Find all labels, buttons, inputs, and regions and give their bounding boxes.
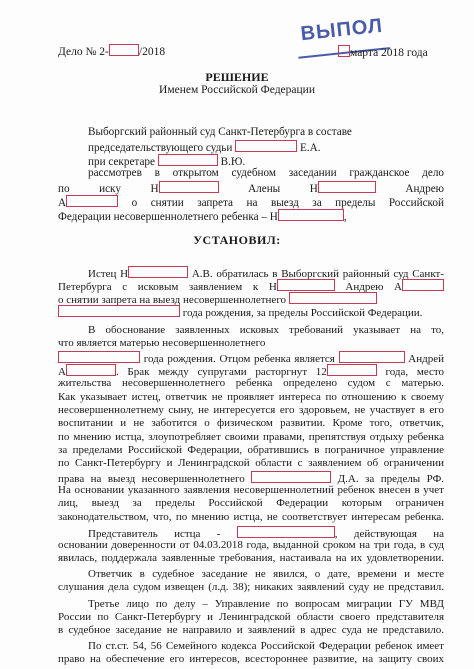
body-line: право на обеспечение его интересов, всестороннее развитие, на защиту своих — [58, 653, 444, 665]
redaction — [235, 140, 297, 152]
text: Андрею — [405, 183, 445, 195]
body-line: воспитании и не заботится о физическом развитии. Кроме того, ответчик, — [58, 417, 444, 429]
text: Н — [309, 183, 318, 195]
page-title: РЕШЕНИЕ — [205, 70, 269, 84]
body-line — [58, 305, 422, 319]
body-line — [58, 471, 444, 485]
body-line: слушания дела судом извещен (л.д. 38); никаких заявлений суду не представил. — [58, 581, 444, 593]
redaction — [278, 209, 344, 221]
text: Алены — [248, 183, 281, 195]
page-subtitle: Именем Российской Федерации — [159, 84, 315, 96]
text: о снятии запрета на выезд за пределы Российской — [131, 197, 444, 209]
body-line — [88, 526, 444, 540]
redaction — [338, 45, 350, 57]
redaction — [237, 526, 335, 538]
body-line: по Санкт-Петербургу и Ленинградской области с заявлением об ограничении — [58, 457, 444, 469]
decision-date — [338, 45, 428, 59]
text: Е.А. — [300, 142, 321, 154]
body-line: явилась, поддержала заявленные требования, настаивала на их удовлетворении. — [58, 552, 444, 564]
body-line: по мнению истца, злоупотребляет своими правами, препятствуя отдыху ребенка — [58, 431, 444, 443]
redaction — [109, 44, 139, 56]
body-line: На основании указанного заявления несовершеннолетний ребенок внесен в учет — [58, 484, 444, 496]
intro-line — [88, 140, 321, 154]
body-line: По ст.ст. 54, 56 Семейного кодекса Российской Федерации ребенок имеет — [88, 640, 444, 652]
body-line — [58, 364, 444, 378]
intro-line: Выборгский районный суд Санкт-Петербурга в составе — [88, 126, 352, 138]
body-line: России по Санкт-Петербургу и Ленинградской области своего представителя — [58, 611, 444, 623]
redaction — [66, 364, 116, 376]
text: Истец Н — [88, 268, 129, 280]
text: А — [58, 366, 66, 378]
body-line: за пределами Российской Федерации, обратившись в пограничное управление — [58, 444, 444, 456]
text: права на выезд несовершеннолетнего — [58, 473, 245, 485]
stamp: ВЫПОЛ — [294, 5, 390, 58]
text: Представитель истца - — [88, 528, 221, 540]
body-line — [58, 337, 265, 349]
body-line — [88, 266, 444, 280]
body-line: Как указывает истец, ответчик не проявляет интереса по отношению к своему — [58, 391, 444, 403]
redaction — [58, 351, 140, 363]
text: В.Ю. — [220, 156, 246, 168]
redaction — [58, 305, 180, 317]
body-line — [58, 279, 444, 293]
text: Андрею А — [345, 281, 402, 293]
text: о снятии запрета на выезд несовершеннолетнего — [58, 294, 287, 306]
intro-line — [88, 154, 245, 168]
body-line: законодательством, что, по мнению истца, не соответствует интересам ребенка. — [58, 511, 444, 523]
text: , — [343, 211, 347, 223]
body-line: несовершеннолетнему сыну, не интересуется его здоровьем, не участвует в его — [58, 404, 444, 416]
redaction — [339, 351, 405, 363]
case-number-suffix: /2018 — [138, 46, 166, 58]
text: по иску Н — [58, 183, 159, 195]
redaction — [66, 195, 118, 207]
intro-line: рассмотрев в открытом судебном заседании гражданское дело — [88, 167, 444, 179]
decision-date-text: марта 2018 года — [350, 47, 428, 59]
case-number — [58, 44, 165, 58]
text: А.В. обратилась в Выборгский районный суд Санкт- — [191, 268, 444, 280]
text: года рождения. Отцом ребенка является — [143, 353, 335, 365]
redaction — [289, 292, 377, 304]
text: председательствующего судьи — [88, 142, 233, 154]
text: А — [58, 197, 67, 209]
body-line: лиц, выезд за пределы Российской Федерации которым ограничен — [58, 497, 444, 509]
redaction — [159, 181, 219, 193]
text: что является матерью несовершеннолетнего — [58, 337, 266, 349]
redaction — [318, 181, 376, 193]
body-line — [58, 292, 377, 306]
text: Федерации несовершеннолетнего ребенка – Н — [58, 211, 278, 223]
section-heading: УСТАНОВИЛ: — [193, 233, 281, 247]
body-line — [58, 351, 444, 365]
intro-line — [58, 209, 347, 223]
text: года, место — [385, 366, 445, 378]
body-line: основании доверенности от 04.03.2018 года, выданной сроком на три года, в суд — [58, 539, 444, 551]
redaction — [128, 266, 188, 278]
body-line: жительства несовершеннолетнего ребенка определено судом с матерью. — [58, 377, 444, 389]
intro-line — [58, 195, 444, 209]
text: Андрей — [408, 353, 444, 365]
text: , действующая на — [334, 528, 444, 540]
body-line: Ответчик в судебное заседание не явился, о дате, времени и месте — [88, 568, 444, 580]
case-number-prefix: Дело № 2- — [58, 46, 109, 58]
text: Петербурга с исковым заявлением к Н — [58, 281, 277, 293]
body-line: В обоснование заявленных исковых требований указывает на то, — [88, 324, 444, 336]
body-line: Третье лицо по делу – Управление по вопросам миграции ГУ МВД — [88, 598, 444, 610]
redaction — [327, 364, 377, 376]
text: при секретаре — [88, 156, 155, 168]
redaction — [251, 471, 331, 483]
text: года рождения, за пределы Российской Федерации. — [182, 307, 423, 319]
redaction — [402, 279, 444, 291]
redaction — [158, 154, 218, 166]
text: Д.А. за пределы РФ. — [337, 473, 445, 485]
body-line: в судебное заседание не направило и заявлений в адрес суда не представило. — [58, 624, 444, 636]
redaction — [277, 279, 335, 291]
intro-line — [58, 181, 444, 195]
text: . Брак между супругами расторгнут 12 — [115, 366, 327, 378]
